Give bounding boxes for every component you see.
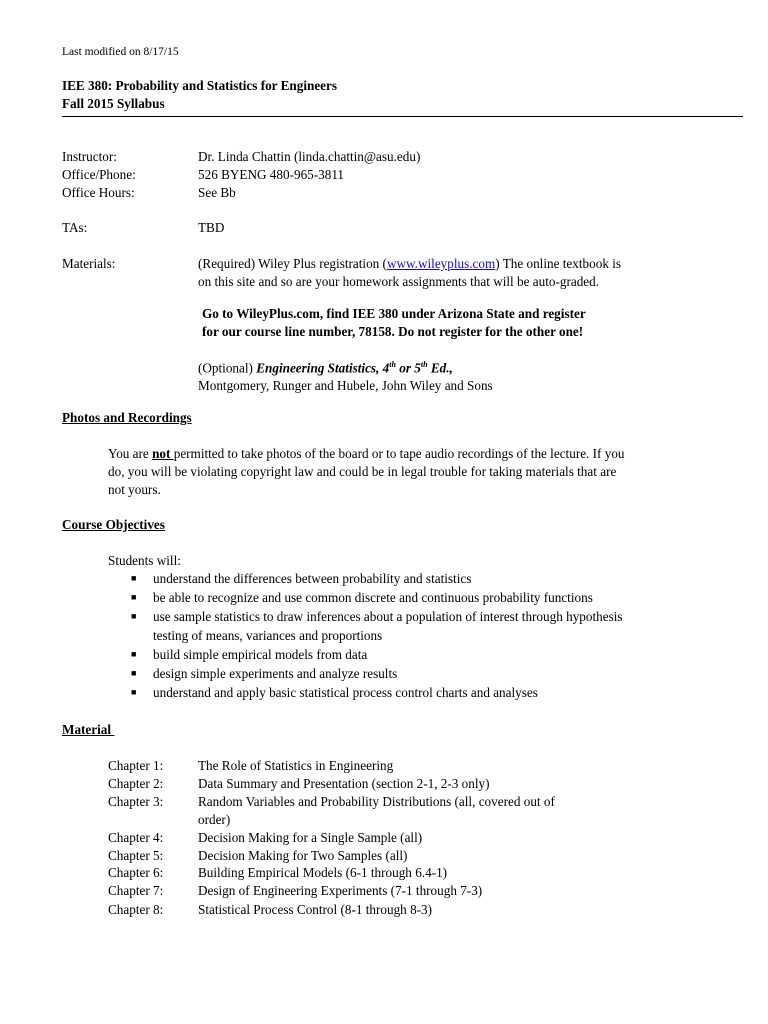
- hours-value: See Bb: [198, 185, 236, 200]
- register-note-line2: for our course line number, 78158. Do not register for the other one!: [202, 324, 584, 339]
- chapter-label: Chapter 2:: [108, 776, 164, 791]
- bullet-icon: ■: [131, 649, 137, 659]
- photos-line1-pre: You are: [108, 446, 153, 461]
- materials-pre: (Required) Wiley Plus registration (: [198, 256, 387, 271]
- page-subtitle: Fall 2015 Syllabus: [62, 96, 165, 111]
- photos-line2: do, you will be violating copyright law and could be in legal trouble for taking materials that are: [108, 464, 617, 479]
- chapter-title: Random Variables and Probability Distributions (all, covered out of: [198, 794, 555, 809]
- objective-item: be able to recognize and use common discrete and continuous probability functions: [153, 590, 593, 605]
- chapter-title: Building Empirical Models (6-1 through 6.4-1): [198, 865, 448, 880]
- materials-label: Materials:: [62, 256, 116, 271]
- chapter-label: Chapter 8:: [108, 902, 164, 917]
- instructor-label: Instructor:: [62, 149, 117, 164]
- optional-pre: (Optional): [198, 360, 257, 376]
- optional-textbook: [198, 360, 453, 376]
- page-title: IEE 380: Probability and Statistics for Engineers: [62, 78, 338, 93]
- last-modified: Last modified on 8/17/15: [62, 46, 179, 58]
- photos-line3: not yours.: [108, 482, 161, 497]
- textbook-sup1: th: [389, 360, 396, 369]
- chapter-title: Design of Engineering Experiments (7-1 through 7-3): [198, 883, 483, 898]
- objective-item: design simple experiments and analyze results: [153, 666, 398, 681]
- materials-line2: on this site and so are your homework assignments that will be auto-graded.: [198, 274, 600, 289]
- header-rule: [62, 116, 743, 117]
- chapter-title: Statistical Process Control (8-1 through 8-3): [198, 902, 433, 917]
- objective-item: use sample statistics to draw inferences about a population of interest through hypothesis: [153, 609, 623, 624]
- tas-value: TBD: [198, 220, 225, 235]
- bullet-icon: ■: [131, 687, 137, 697]
- photos-heading: Photos and Recordings: [62, 410, 192, 425]
- objective-item: understand the differences between probability and statistics: [153, 571, 472, 586]
- hours-label: Office Hours:: [62, 185, 135, 200]
- office-value: 526 BYENG 480-965-3811: [198, 167, 345, 182]
- chapter-label: Chapter 3:: [108, 794, 164, 809]
- tas-label: TAs:: [62, 220, 88, 235]
- wileyplus-link[interactable]: www.wileyplus.com: [386, 256, 496, 271]
- objective-item-continued: testing of means, variances and proportions: [153, 628, 383, 643]
- textbook-title-b: or 5: [395, 360, 421, 376]
- bullet-icon: ■: [131, 668, 137, 678]
- textbook-title-c: Ed.,: [427, 360, 453, 376]
- textbook-authors: Montgomery, Runger and Hubele, John Wiley and Sons: [198, 378, 493, 393]
- chapter-label: Chapter 7:: [108, 883, 164, 898]
- chapter-title: The Role of Statistics in Engineering: [198, 758, 394, 773]
- chapter-label: Chapter 1:: [108, 758, 164, 773]
- bullet-icon: ■: [131, 611, 137, 621]
- chapter-label: Chapter 4:: [108, 830, 164, 845]
- chapter-title: Decision Making for Two Samples (all): [198, 848, 408, 863]
- chapter-label: Chapter 6:: [108, 865, 164, 880]
- textbook-title-a: Engineering Statistics, 4: [256, 360, 390, 376]
- objective-item: build simple empirical models from data: [153, 647, 368, 662]
- chapter-label: Chapter 5:: [108, 848, 164, 863]
- objectives-heading: Course Objectives: [62, 517, 165, 532]
- instructor-value: Dr. Linda Chattin (linda.chattin@asu.edu): [198, 149, 421, 164]
- objectives-intro: Students will:: [108, 553, 181, 568]
- chapter-title: Decision Making for a Single Sample (all): [198, 830, 423, 845]
- material-heading: Material: [62, 722, 115, 737]
- objective-item: understand and apply basic statistical process control charts and analyses: [153, 685, 538, 700]
- materials-post: ) The online textbook is: [495, 256, 622, 271]
- photos-line1: [108, 446, 625, 462]
- register-note-line1: Go to WileyPlus.com, find IEE 380 under Arizona State and register: [202, 306, 586, 321]
- bullet-icon: ■: [131, 592, 137, 602]
- materials-line1: [198, 256, 621, 272]
- bullet-icon: ■: [131, 573, 137, 583]
- photos-not: not: [152, 446, 174, 461]
- photos-line1-post: permitted to take photos of the board or to tape audio recordings of the lecture. If you: [173, 446, 625, 461]
- chapter-title: Data Summary and Presentation (section 2-1, 2-3 only): [198, 776, 490, 791]
- office-label: Office/Phone:: [62, 167, 136, 182]
- textbook-sup2: th: [420, 360, 428, 369]
- chapter-title-continued: order): [198, 812, 231, 827]
